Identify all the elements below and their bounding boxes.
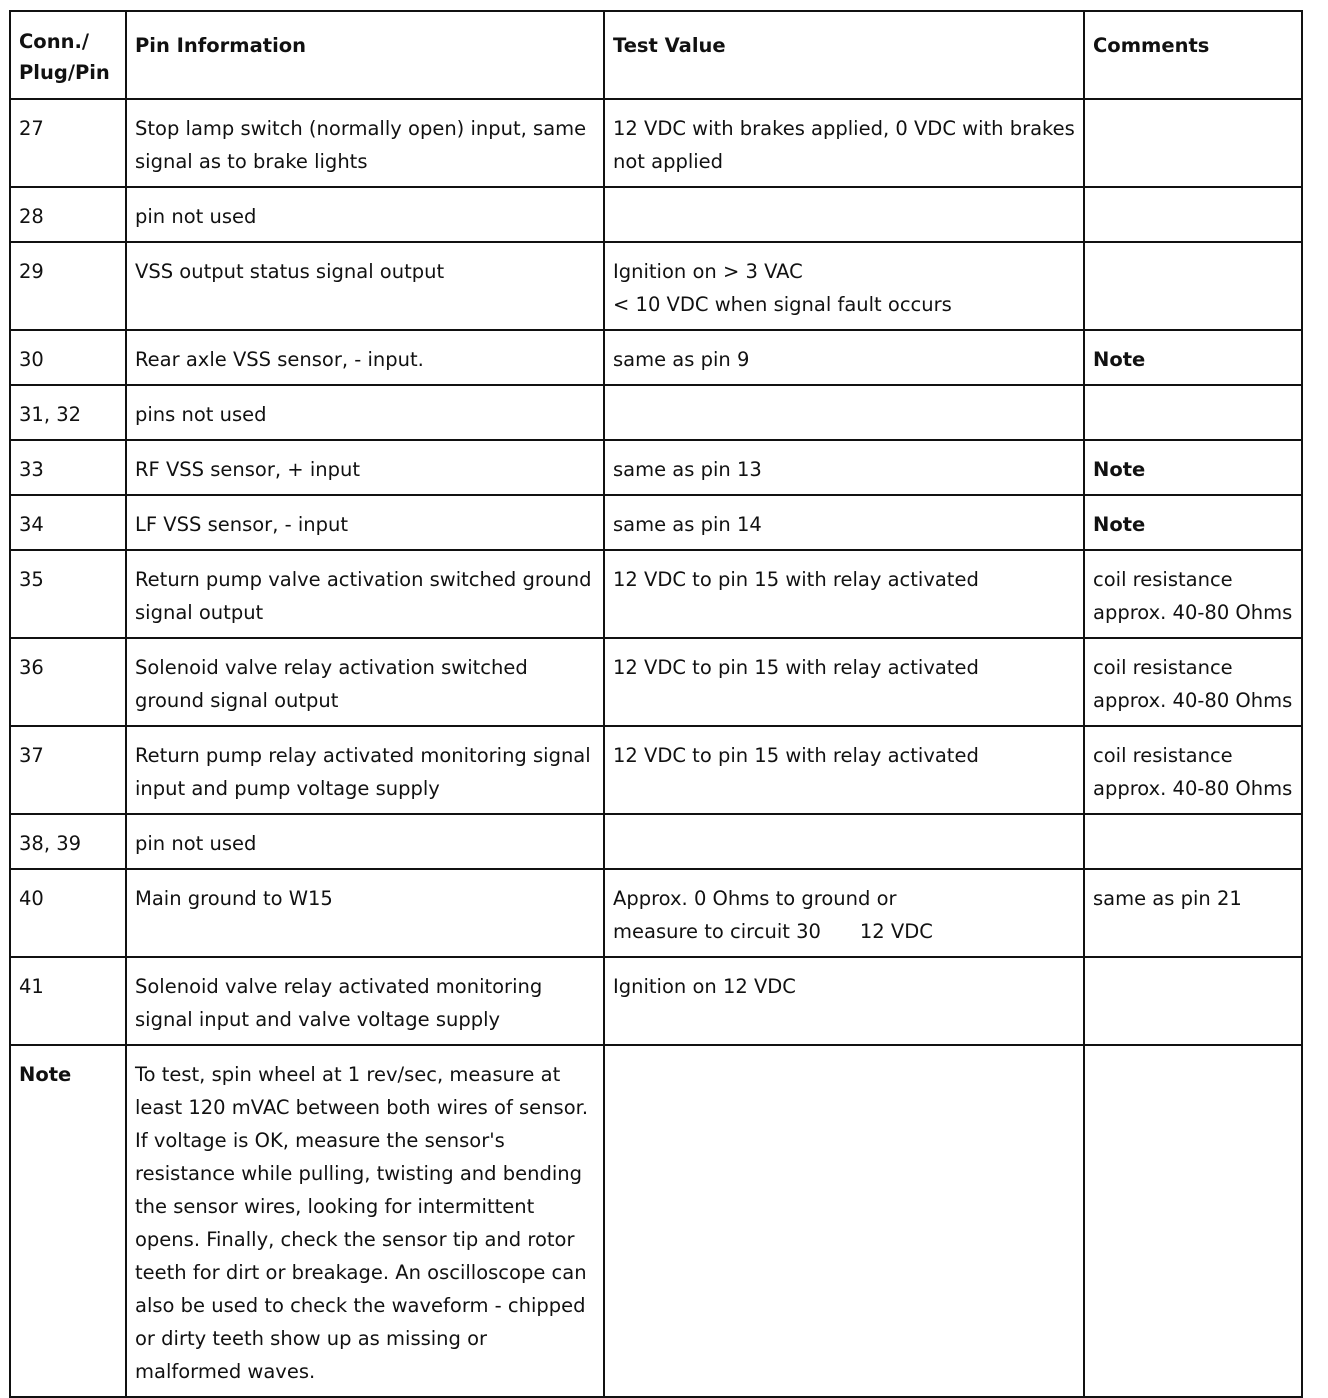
pin-cell: 34 — [10, 495, 126, 550]
header-conn-plug-pin: Conn./ Plug/Pin — [10, 11, 126, 99]
test-value-cell: 12 VDC to pin 15 with relay activated — [604, 726, 1084, 814]
test-value-cell — [604, 1045, 1084, 1397]
note-row — [10, 1045, 1302, 1397]
table-row — [10, 869, 1302, 957]
header-test-value: Test Value — [604, 11, 1084, 99]
comment-cell — [1084, 814, 1302, 869]
pin-cell: 41 — [10, 957, 126, 1045]
header-comments: Comments — [1084, 11, 1302, 99]
pin-cell: 27 — [10, 99, 126, 187]
note-label-cell: Note — [10, 1045, 126, 1397]
test-value-cell — [604, 814, 1084, 869]
pin-cell: 30 — [10, 330, 126, 385]
pin-info-cell: Return pump relay activated monitoring signal input and pump voltage supply — [126, 726, 604, 814]
comment-cell — [1084, 187, 1302, 242]
test-value-cell: Approx. 0 Ohms to ground or measure to circuit 30 12 VDC — [604, 869, 1084, 957]
test-value-cell — [604, 187, 1084, 242]
comment-cell — [1084, 242, 1302, 330]
header-row — [10, 11, 1302, 99]
comment-cell: coil resistance approx. 40-80 Ohms — [1084, 638, 1302, 726]
table-row — [10, 330, 1302, 385]
test-value-cell: same as pin 14 — [604, 495, 1084, 550]
pin-info-cell: Return pump valve activation switched ground signal output — [126, 550, 604, 638]
table-row — [10, 242, 1302, 330]
test-value-cell: 12 VDC to pin 15 with relay activated — [604, 550, 1084, 638]
pin-cell: 35 — [10, 550, 126, 638]
table-row — [10, 957, 1302, 1045]
pin-cell: 31, 32 — [10, 385, 126, 440]
pin-info-cell: Stop lamp switch (normally open) input, same signal as to brake lights — [126, 99, 604, 187]
table-row — [10, 814, 1302, 869]
pin-cell: 38, 39 — [10, 814, 126, 869]
pin-cell: 29 — [10, 242, 126, 330]
table-row — [10, 440, 1302, 495]
table-row — [10, 550, 1302, 638]
pin-information-table — [9, 10, 1303, 1398]
test-value-cell: 12 VDC with brakes applied, 0 VDC with brakes not applied — [604, 99, 1084, 187]
pin-info-cell: Solenoid valve relay activated monitoring signal input and valve voltage supply — [126, 957, 604, 1045]
pin-cell: 33 — [10, 440, 126, 495]
table-row — [10, 726, 1302, 814]
table-row — [10, 495, 1302, 550]
pin-cell: 36 — [10, 638, 126, 726]
pin-cell: 37 — [10, 726, 126, 814]
table-row — [10, 99, 1302, 187]
comment-cell: same as pin 21 — [1084, 869, 1302, 957]
pin-cell: 28 — [10, 187, 126, 242]
pin-info-cell: RF VSS sensor, + input — [126, 440, 604, 495]
header-pin-information: Pin Information — [126, 11, 604, 99]
pin-info-cell: pin not used — [126, 814, 604, 869]
test-value-cell: Ignition on 12 VDC — [604, 957, 1084, 1045]
pin-table-document — [9, 10, 1301, 1398]
test-value-cell: Ignition on > 3 VAC < 10 VDC when signal fault occurs — [604, 242, 1084, 330]
test-value-cell: same as pin 9 — [604, 330, 1084, 385]
comment-cell — [1084, 99, 1302, 187]
pin-info-cell: Solenoid valve relay activation switched ground signal output — [126, 638, 604, 726]
comment-note-cell: Note — [1084, 330, 1302, 385]
pin-info-cell: Rear axle VSS sensor, - input. — [126, 330, 604, 385]
pin-info-cell: pin not used — [126, 187, 604, 242]
pin-info-cell: LF VSS sensor, - input — [126, 495, 604, 550]
test-value-cell: same as pin 13 — [604, 440, 1084, 495]
comment-note-cell: Note — [1084, 440, 1302, 495]
test-value-cell: 12 VDC to pin 15 with relay activated — [604, 638, 1084, 726]
comment-note-cell: Note — [1084, 495, 1302, 550]
pin-info-cell: pins not used — [126, 385, 604, 440]
table-row — [10, 385, 1302, 440]
comment-cell — [1084, 1045, 1302, 1397]
pin-cell: 40 — [10, 869, 126, 957]
test-value-cell — [604, 385, 1084, 440]
comment-cell — [1084, 385, 1302, 440]
table-row — [10, 187, 1302, 242]
table-row — [10, 638, 1302, 726]
comment-cell: coil resistance approx. 40-80 Ohms — [1084, 726, 1302, 814]
pin-info-cell: Main ground to W15 — [126, 869, 604, 957]
note-text-cell: To test, spin wheel at 1 rev/sec, measure at least 120 mVAC between both wires of sensor. If voltage is OK, measure the sensor's resistance while pulling, twisting and bending the sensor wires, looking for intermittent opens. Finally, check the sensor tip and rotor teeth for dirt or breakage. An oscilloscope can also be used to check the waveform - chipped or dirty teeth show up as missing or malformed waves. — [126, 1045, 604, 1397]
comment-cell: coil resistance approx. 40-80 Ohms — [1084, 550, 1302, 638]
comment-cell — [1084, 957, 1302, 1045]
pin-info-cell: VSS output status signal output — [126, 242, 604, 330]
